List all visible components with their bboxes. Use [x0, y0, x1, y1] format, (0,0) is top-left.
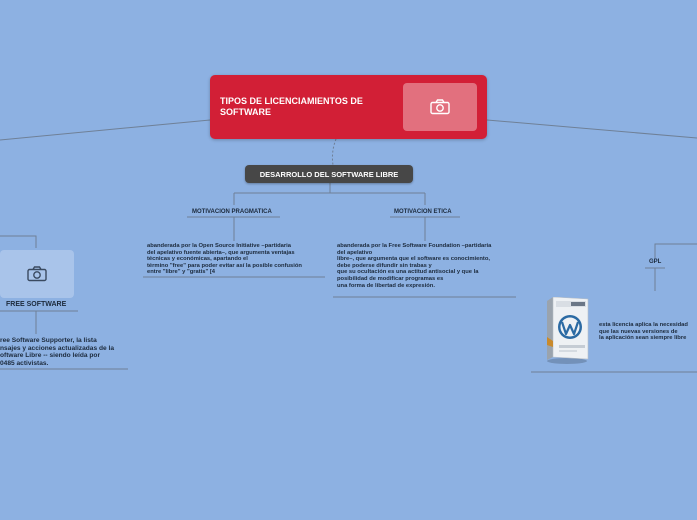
root-node-title: TIPOS DE LICENCIAMIENTOS DE SOFTWARE	[220, 96, 363, 117]
desc-line: técnicas y económicas, apartando el	[147, 256, 248, 263]
desc-line: oftware Libre -- siendo leída por	[0, 352, 101, 360]
desc-line: una forma de libertad de expresión.	[337, 282, 435, 289]
free-software-image[interactable]	[0, 250, 74, 298]
desc-line: del apelativo fuente abierta–, que argumenta ventajas	[147, 249, 295, 256]
connector-main-branches	[234, 183, 425, 205]
branch-desc-etica[interactable]	[337, 243, 491, 289]
camera-icon	[27, 266, 47, 282]
root-node-image[interactable]	[403, 83, 477, 131]
desc-line: término "free" para poder evitar así la posible confusión	[147, 262, 302, 269]
camera-icon	[430, 99, 450, 115]
desc-line: esta licencia aplica la necesidad	[599, 322, 688, 328]
desc-line: abanderada por la Open Source Initiative –partidaria	[147, 243, 291, 249]
connector-root-right	[487, 120, 697, 138]
desc-line: que su ocultación es una actitud antisocial y que la	[337, 269, 479, 276]
connector-root-main	[332, 139, 336, 165]
desc-line: ree Software Supporter, la lista	[0, 337, 97, 344]
gpl-image[interactable]	[543, 297, 590, 365]
branch-label-etica[interactable]: MOTIVACION ETICA	[394, 209, 452, 215]
connector-root-left	[0, 120, 210, 140]
gpl-desc[interactable]	[599, 322, 688, 342]
desc-line: entre "libre" y "gratis" [4	[147, 269, 216, 276]
desc-line: 0485 activistas.	[0, 359, 49, 367]
software-box-icon	[543, 297, 590, 365]
free-software-desc[interactable]	[0, 337, 114, 367]
desc-line: nsajes y acciones actualizadas de la	[0, 344, 114, 352]
desc-line: que las nuevas versiones de	[599, 328, 678, 335]
desc-line: posibilidad de modificar programas es	[337, 275, 444, 282]
branch-desc-pragmatica[interactable]	[147, 243, 302, 276]
connector-free-top	[0, 236, 36, 248]
main-topic-label: DESARROLLO DEL SOFTWARE LIBRE	[259, 169, 399, 179]
desc-line: abanderada por la Free Software Foundation –partidaria	[337, 243, 492, 249]
desc-line: libre–, que argumenta que el software es conocimiento,	[337, 256, 491, 263]
main-topic-node[interactable]	[245, 165, 413, 183]
gpl-label[interactable]: GPL	[649, 259, 662, 265]
connector-gpl-top	[655, 244, 697, 258]
branch-label-pragmatica[interactable]: MOTIVACION PRAGMATICA	[192, 209, 272, 215]
free-software-title[interactable]: FREE SOFTWARE	[6, 301, 67, 308]
desc-line: debe poderse difundir sin trabas y	[337, 262, 432, 269]
desc-line: la aplicación sean siempre libre	[599, 335, 687, 342]
desc-line: del apelativo	[337, 249, 373, 256]
root-node[interactable]	[210, 75, 487, 139]
